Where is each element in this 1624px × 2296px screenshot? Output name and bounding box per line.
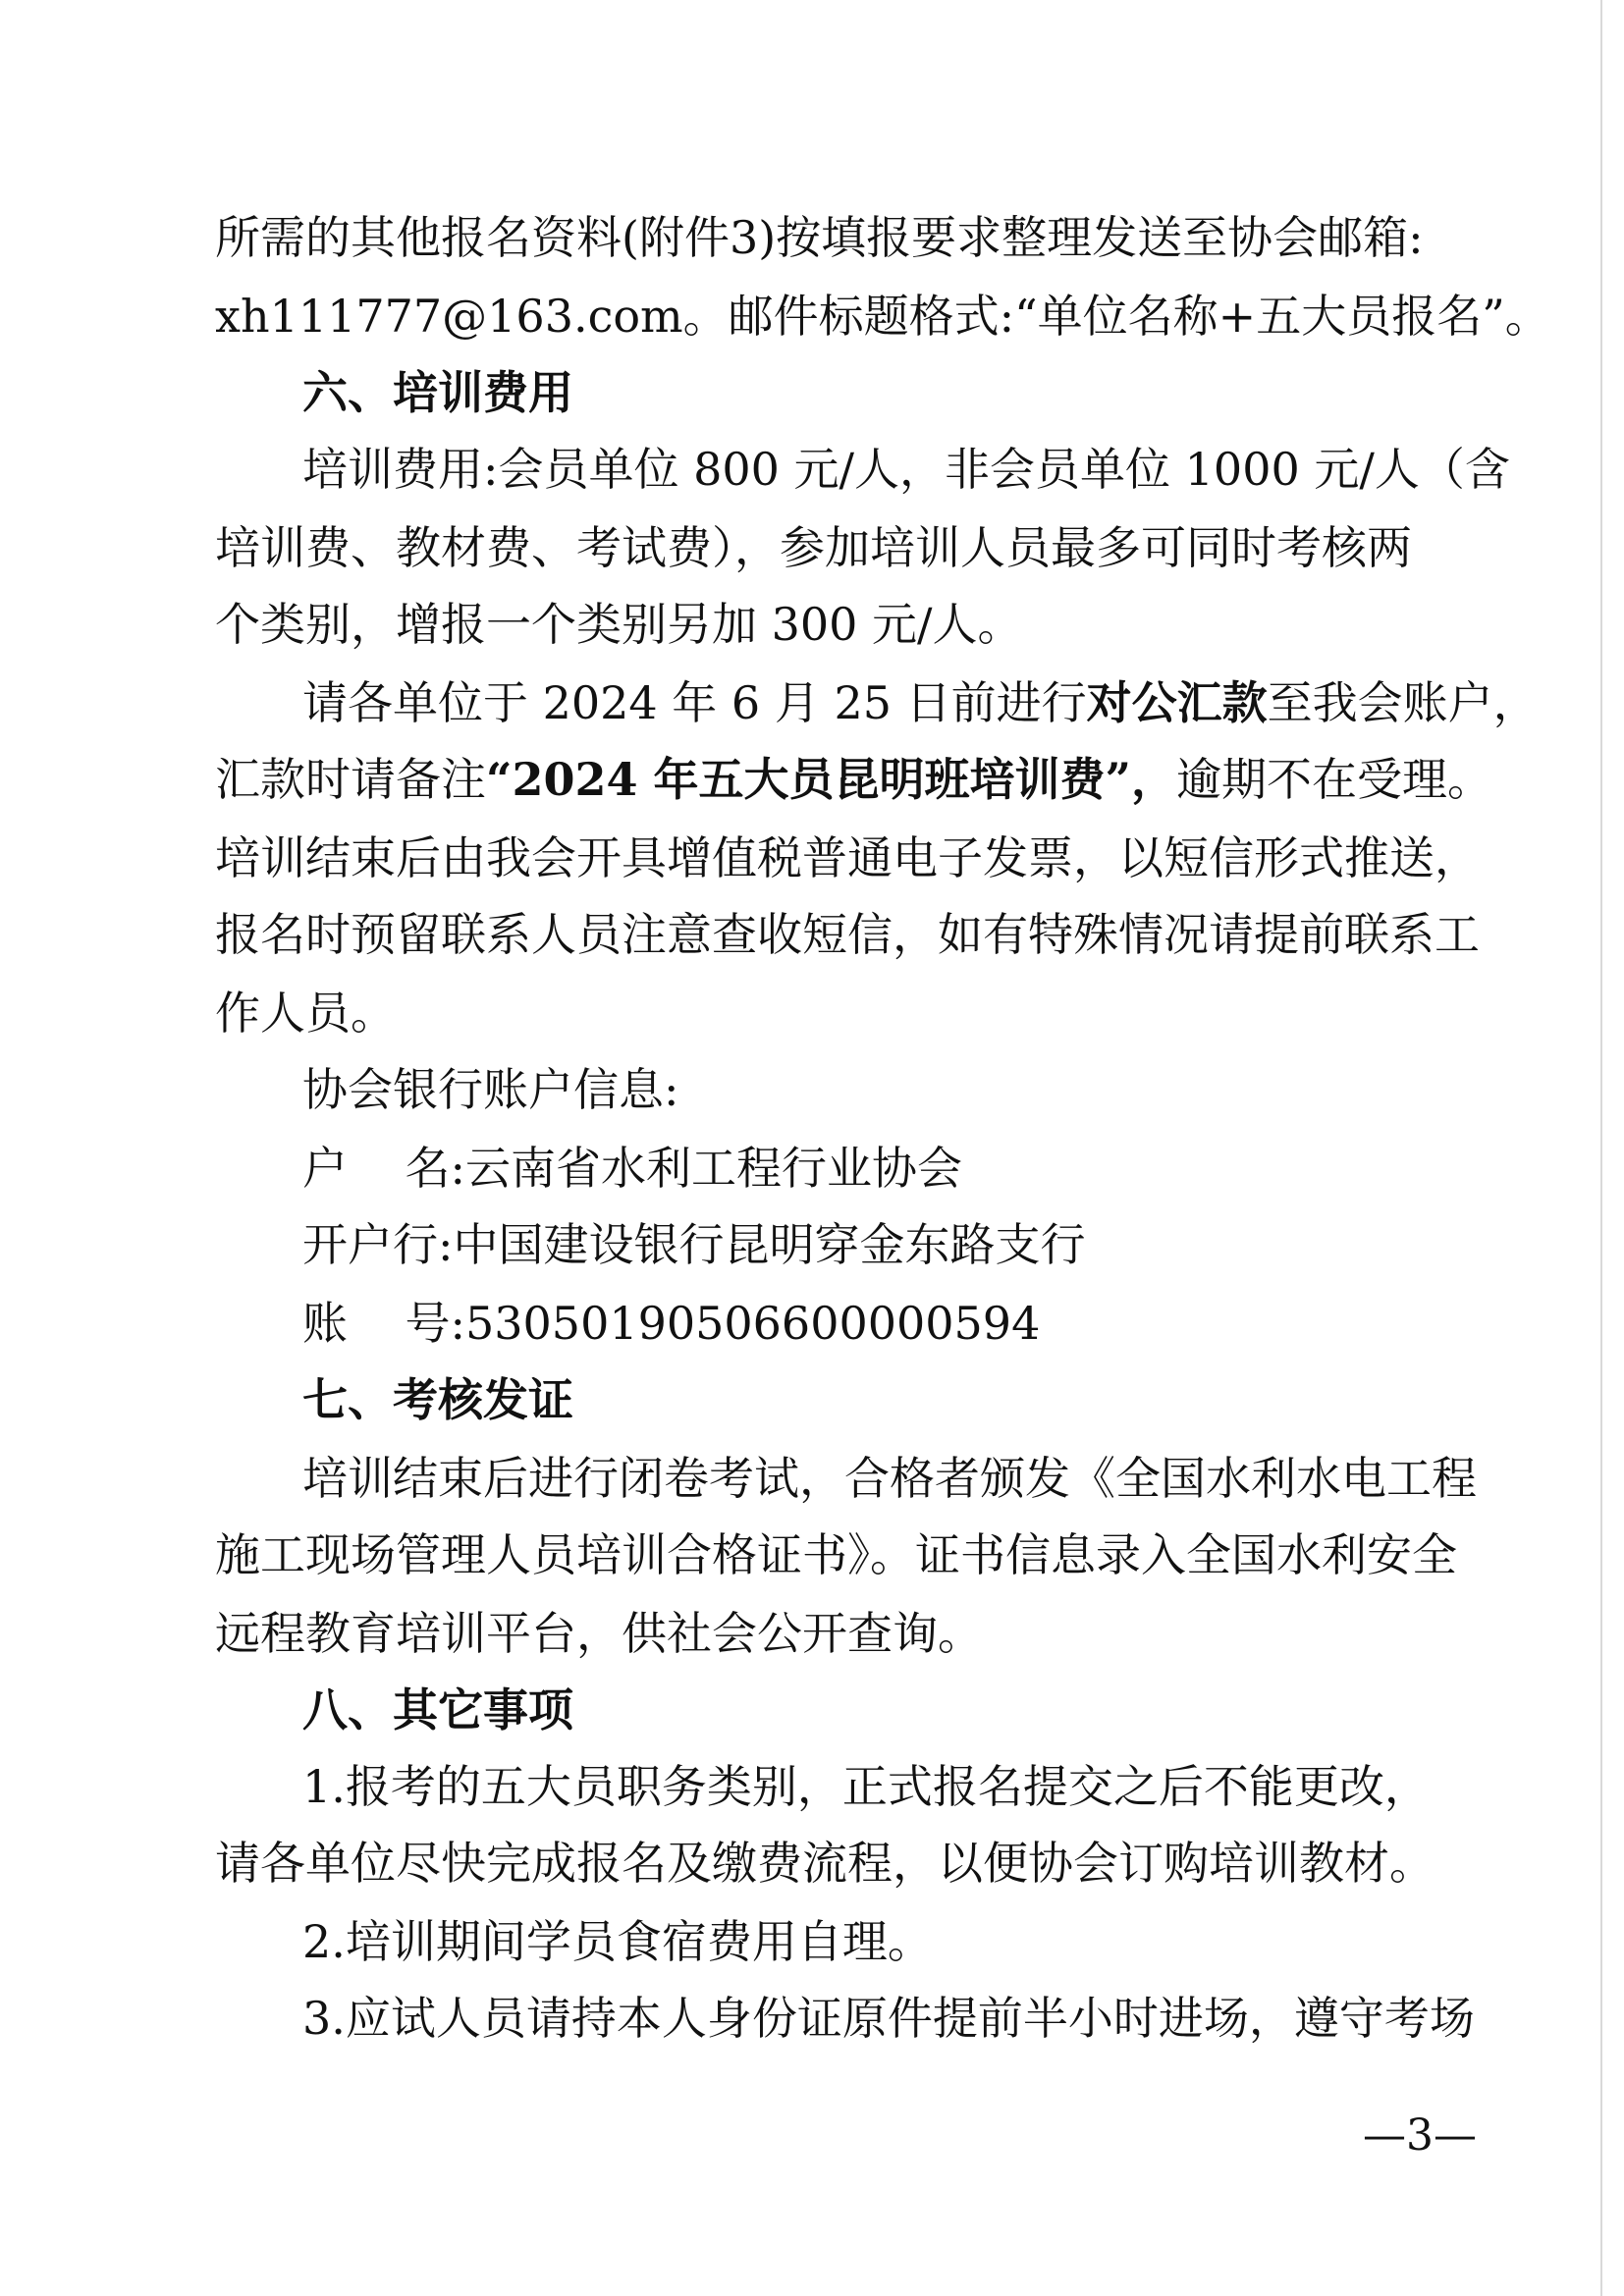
bank-info-title: 协会银行账户信息:	[302, 1063, 679, 1116]
section-heading-certification: 七、考核发证	[302, 1373, 573, 1426]
field-value: 中国建设银行昆明穿金东路支行	[453, 1218, 1086, 1271]
field-label: 账 号:	[302, 1297, 465, 1350]
text-line: 请各单位尽快完成报名及缴费流程，以便协会订购培训教材。	[215, 1837, 1435, 1890]
text-line: 培训结束后由我会开具增值税普通电子发票，以短信形式推送，	[215, 831, 1480, 884]
field-label: 户 名:	[302, 1142, 465, 1195]
payment-note-line	[215, 750, 1492, 809]
text-line: 报名时预留联系人员注意查收短信，如有特殊情况请提前联系工	[215, 908, 1480, 961]
page-number: —3—	[1363, 2110, 1477, 2161]
text-span: 请各单位于 2024 年 6 月 25 日前进行	[302, 676, 1087, 729]
text-span: 至我会账户，	[1267, 676, 1539, 729]
text-line: 个类别，增报一个类别另加 300 元/人。	[215, 598, 1023, 651]
text-line: 培训结束后进行闭卷考试，合格者颁发《全国水利水电工程	[302, 1452, 1477, 1505]
section-heading-other: 八、其它事项	[302, 1683, 573, 1736]
field-value: 53050190506600000594	[465, 1297, 1041, 1350]
bank-branch	[302, 1215, 1086, 1274]
field-value: 云南省水利工程行业协会	[465, 1142, 962, 1195]
text-line: 2.培训期间学员食宿费用自理。	[302, 1915, 933, 1968]
text-line: 培训费用:会员单位 800 元/人，非会员单位 1000 元/人（含	[302, 443, 1510, 496]
bank-account-name	[302, 1139, 962, 1198]
section-heading-fees: 六、培训费用	[302, 366, 573, 419]
text-line: 施工现场管理人员培训合格证书》。证书信息录入全国水利安全	[215, 1528, 1457, 1581]
text-span: 逾期不在受理。	[1175, 753, 1492, 806]
bank-account-number	[302, 1294, 1040, 1353]
text-line: 1.报考的五大员职务类别，正式报名提交之后不能更改，	[302, 1760, 1430, 1813]
text-line: 3.应试人员请持本人身份证原件提前半小时进场，遵守考场	[302, 1992, 1475, 2045]
page-edge	[1600, 0, 1602, 2296]
text-line: 培训费、教材费、考试费），参加培训人员最多可同时考核两	[215, 521, 1412, 574]
text-line: 所需的其他报名资料(附件3)按填报要求整理发送至协会邮箱:	[215, 211, 1424, 264]
email-line: xh111777@163.com。邮件标题格式:“单位名称+五大员报名”。	[215, 290, 1550, 343]
payment-line	[302, 673, 1539, 732]
field-label: 开户行:	[302, 1218, 454, 1271]
bold-text: “2024 年五大员昆明班培训费”，	[486, 753, 1176, 806]
bold-text: 对公汇款	[1086, 676, 1268, 729]
text-span: 汇款时请备注	[215, 753, 486, 806]
text-line: 作人员。	[215, 987, 396, 1040]
text-line: 远程教育培训平台，供社会公开查询。	[215, 1607, 983, 1660]
